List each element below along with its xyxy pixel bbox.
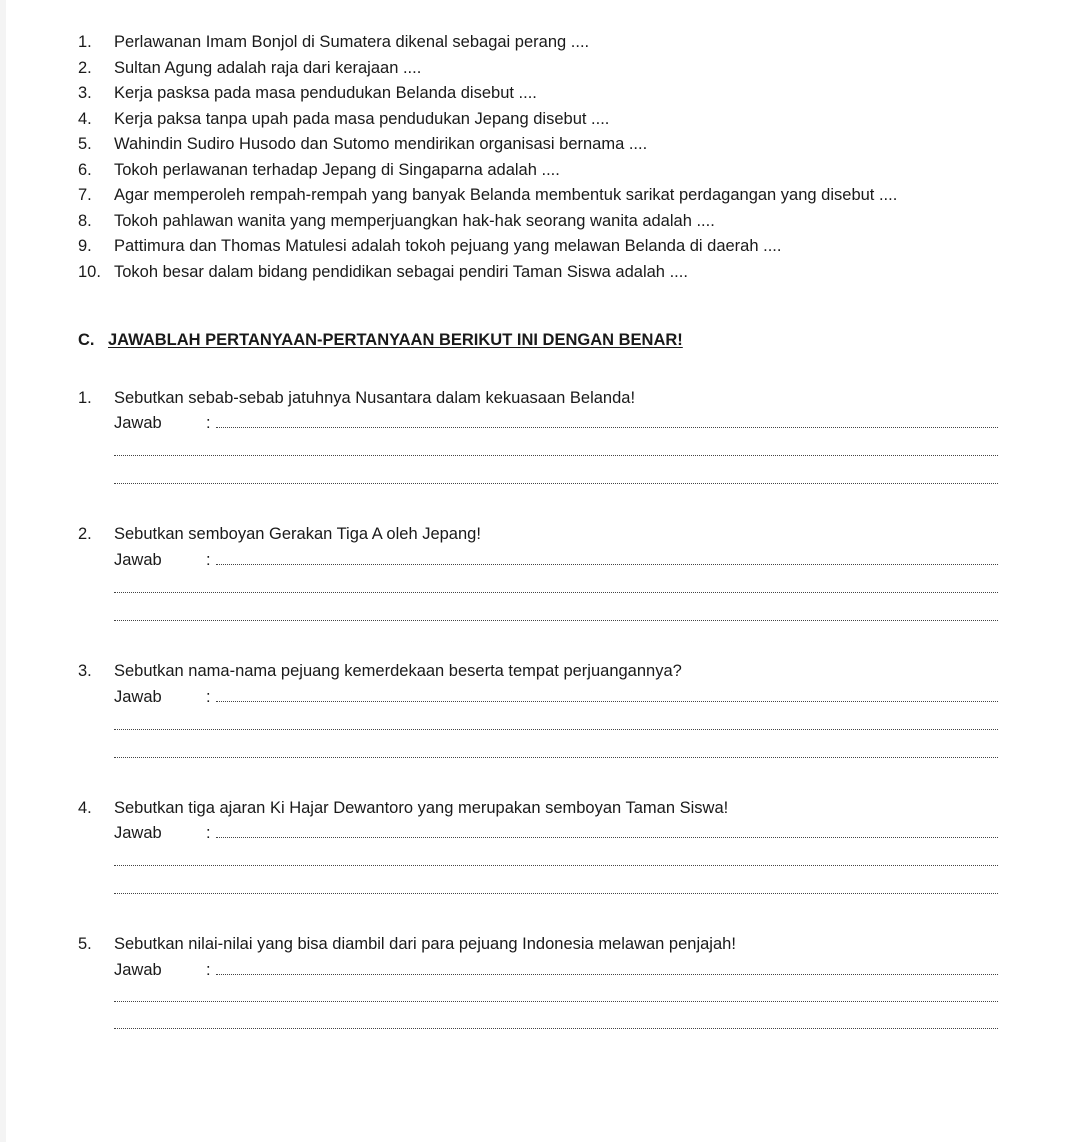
answer-line[interactable] xyxy=(114,729,998,730)
answer-label: Jawab xyxy=(114,688,162,706)
question-number: 10. xyxy=(78,262,101,281)
question-number: 2. xyxy=(78,525,92,543)
answer-line[interactable] xyxy=(114,865,998,866)
question-number: 2. xyxy=(78,58,92,77)
question-number: 1. xyxy=(78,389,92,407)
question-number: 3. xyxy=(78,662,92,680)
question-text: Tokoh pahlawan wanita yang memperjuangkan hak-hak seorang wanita adalah .... xyxy=(114,211,715,230)
answer-row xyxy=(114,822,998,844)
question-text: Tokoh besar dalam bidang pendidikan sebagai pendiri Taman Siswa adalah .... xyxy=(114,262,688,281)
question-number: 8. xyxy=(78,211,92,230)
question-text: Sebutkan semboyan Gerakan Tiga A oleh Jepang! xyxy=(114,525,481,543)
answer-line[interactable] xyxy=(114,1001,998,1002)
question-text: Perlawanan Imam Bonjol di Sumatera dikenal sebagai perang .... xyxy=(114,33,590,51)
answer-label: Jawab xyxy=(114,551,162,569)
answer-line[interactable] xyxy=(114,483,998,484)
answer-line[interactable] xyxy=(216,974,998,975)
answer-colon: : xyxy=(206,688,211,706)
answer-line[interactable] xyxy=(216,837,998,838)
answer-line[interactable] xyxy=(114,757,998,758)
section-c-heading xyxy=(78,328,683,352)
answer-colon: : xyxy=(206,414,211,432)
answer-colon: : xyxy=(206,824,211,842)
question-number: 1. xyxy=(78,33,92,51)
question-number: 5. xyxy=(78,135,92,153)
answer-label: Jawab xyxy=(114,414,162,432)
answer-label: Jawab xyxy=(114,961,162,979)
answer-line[interactable] xyxy=(114,620,998,621)
question-number: 4. xyxy=(78,799,92,817)
answer-line[interactable] xyxy=(114,455,998,456)
section-title: JAWABLAH PERTANYAAN-PERTANYAAN BERIKUT INI DENGAN BENAR! xyxy=(108,331,683,349)
question-number: 4. xyxy=(78,109,92,128)
question-text: Sebutkan nilai-nilai yang bisa diambil dari para pejuang Indonesia melawan penjajah! xyxy=(114,935,736,953)
answer-row xyxy=(114,412,998,434)
question-text: Kerja paksa tanpa upah pada masa pendudukan Jepang disebut .... xyxy=(114,109,610,128)
question-text: Tokoh perlawanan terhadap Jepang di Singaparna adalah .... xyxy=(114,160,560,179)
question-text: Sebutkan tiga ajaran Ki Hajar Dewantoro yang merupakan semboyan Taman Siswa! xyxy=(114,799,729,817)
answer-line[interactable] xyxy=(216,427,998,428)
question-number: 9. xyxy=(78,237,92,255)
question-text: Pattimura dan Thomas Matulesi adalah tokoh pejuang yang melawan Belanda di daerah .... xyxy=(114,237,782,255)
answer-line[interactable] xyxy=(114,592,998,593)
question-number: 7. xyxy=(78,186,92,204)
question-number: 6. xyxy=(78,160,92,179)
answer-line[interactable] xyxy=(216,564,998,565)
question-number: 3. xyxy=(78,84,92,102)
answer-line[interactable] xyxy=(216,701,998,702)
worksheet-page xyxy=(6,0,1067,1142)
question-text: Agar memperoleh rempah-rempah yang banyak Belanda membentuk sarikat perdagangan yang disebut .... xyxy=(114,186,898,204)
answer-row xyxy=(114,549,998,571)
answer-colon: : xyxy=(206,551,211,569)
answer-label: Jawab xyxy=(114,824,162,842)
question-text: Wahindin Sudiro Husodo dan Sutomo mendirikan organisasi bernama .... xyxy=(114,135,648,153)
answer-colon: : xyxy=(206,961,211,979)
question-text: Sebutkan sebab-sebab jatuhnya Nusantara dalam kekuasaan Belanda! xyxy=(114,389,636,407)
answer-row xyxy=(114,959,998,981)
question-text: Sebutkan nama-nama pejuang kemerdekaan beserta tempat perjuangannya? xyxy=(114,662,682,680)
question-text: Kerja pasksa pada masa pendudukan Belanda disebut .... xyxy=(114,84,537,102)
answer-row xyxy=(114,686,998,708)
answer-line[interactable] xyxy=(114,1028,998,1029)
answer-line[interactable] xyxy=(114,893,998,894)
question-text: Sultan Agung adalah raja dari kerajaan .... xyxy=(114,58,422,77)
question-number: 5. xyxy=(78,935,92,953)
section-letter: C. xyxy=(78,331,95,349)
